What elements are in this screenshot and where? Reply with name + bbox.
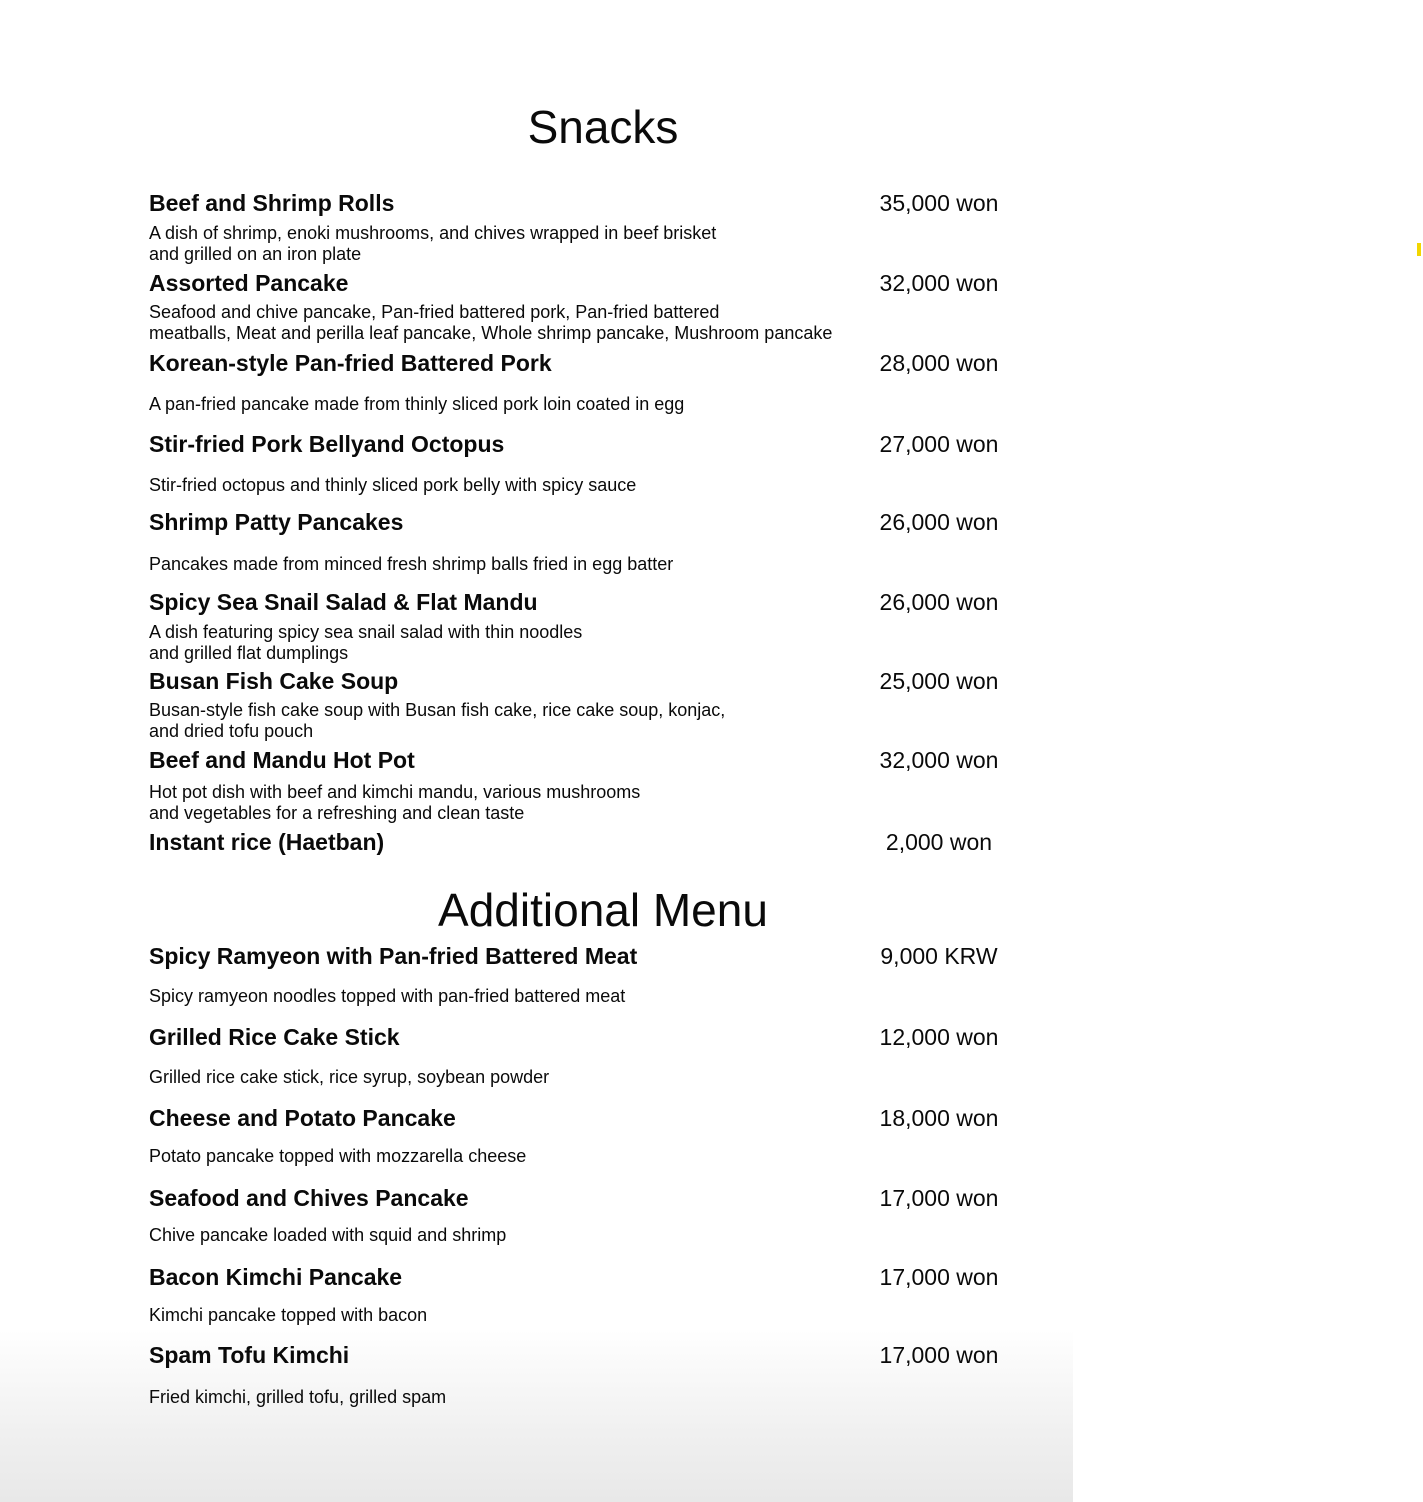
item-description: Fried kimchi, grilled tofu, grilled spam [149,1387,447,1407]
item-price: 17,000 won [879,1185,999,1211]
item-name: Spicy Ramyeon with Pan-fried Battered Meat [149,943,638,969]
item-description: A dish of shrimp, enoki mushrooms, and chives wrapped in beef brisket and grilled on an iron plate [149,223,717,264]
item-price: 25,000 won [879,668,999,694]
item-price: 26,000 won [879,509,999,535]
item-price: 9,000 KRW [880,943,998,969]
item-price: 35,000 won [879,190,999,216]
item-name: Beef and Mandu Hot Pot [149,747,415,773]
item-price: 28,000 won [879,350,999,376]
item-price: 27,000 won [879,431,999,457]
item-name: Shrimp Patty Pancakes [149,509,404,535]
item-name: Grilled Rice Cake Stick [149,1024,400,1050]
item-description: Kimchi pancake topped with bacon [149,1305,428,1325]
item-name: Seafood and Chives Pancake [149,1185,469,1211]
item-price: 17,000 won [879,1264,999,1290]
item-price: 26,000 won [879,589,999,615]
item-name: Busan Fish Cake Soup [149,668,399,694]
menu-page [149,0,1057,1502]
item-description: Grilled rice cake stick, rice syrup, soybean powder [149,1067,550,1087]
item-description: Pancakes made from minced fresh shrimp balls fried in egg batter [149,554,674,574]
item-name: Bacon Kimchi Pancake [149,1264,403,1290]
item-description: Hot pot dish with beef and kimchi mandu, various mushrooms and vegetables for a refreshing and clean taste [149,782,641,823]
item-description: Spicy ramyeon noodles topped with pan-fried battered meat [149,986,626,1006]
item-description: A pan-fried pancake made from thinly sliced pork loin coated in egg [149,394,685,414]
item-description: Potato pancake topped with mozzarella cheese [149,1146,527,1166]
item-price: 32,000 won [879,747,999,773]
item-price: 32,000 won [879,270,999,296]
item-description: A dish featuring spicy sea snail salad with thin noodles and grilled flat dumplings [149,622,583,663]
item-price: 12,000 won [879,1024,999,1050]
section-title-snacks: Snacks [527,101,679,153]
item-description: Stir-fried octopus and thinly sliced pork belly with spicy sauce [149,475,637,495]
item-name: Assorted Pancake [149,270,349,296]
section-title-additional-menu: Additional Menu [438,884,768,936]
item-name: Stir-fried Pork Bellyand Octopus [149,431,505,457]
item-price: 18,000 won [879,1105,999,1131]
item-description: Chive pancake loaded with squid and shrimp [149,1225,507,1245]
item-price: 17,000 won [879,1342,999,1368]
item-name: Beef and Shrimp Rolls [149,190,395,216]
highlight-mark [1417,243,1421,256]
item-name: Instant rice (Haetban) [149,829,385,855]
item-price: 2,000 won [885,829,993,855]
item-description: Seafood and chive pancake, Pan-fried battered pork, Pan-fried battered meatballs, Meat and perilla leaf pancake, Whole shrimp pancake, Mushroom pancake [149,302,833,343]
item-description: Busan-style fish cake soup with Busan fish cake, rice cake soup, konjac, and dried tofu pouch [149,700,726,741]
item-name: Cheese and Potato Pancake [149,1105,456,1131]
item-name: Spam Tofu Kimchi [149,1342,350,1368]
item-name: Spicy Sea Snail Salad & Flat Mandu [149,589,538,615]
item-name: Korean-style Pan-fried Battered Pork [149,350,552,376]
